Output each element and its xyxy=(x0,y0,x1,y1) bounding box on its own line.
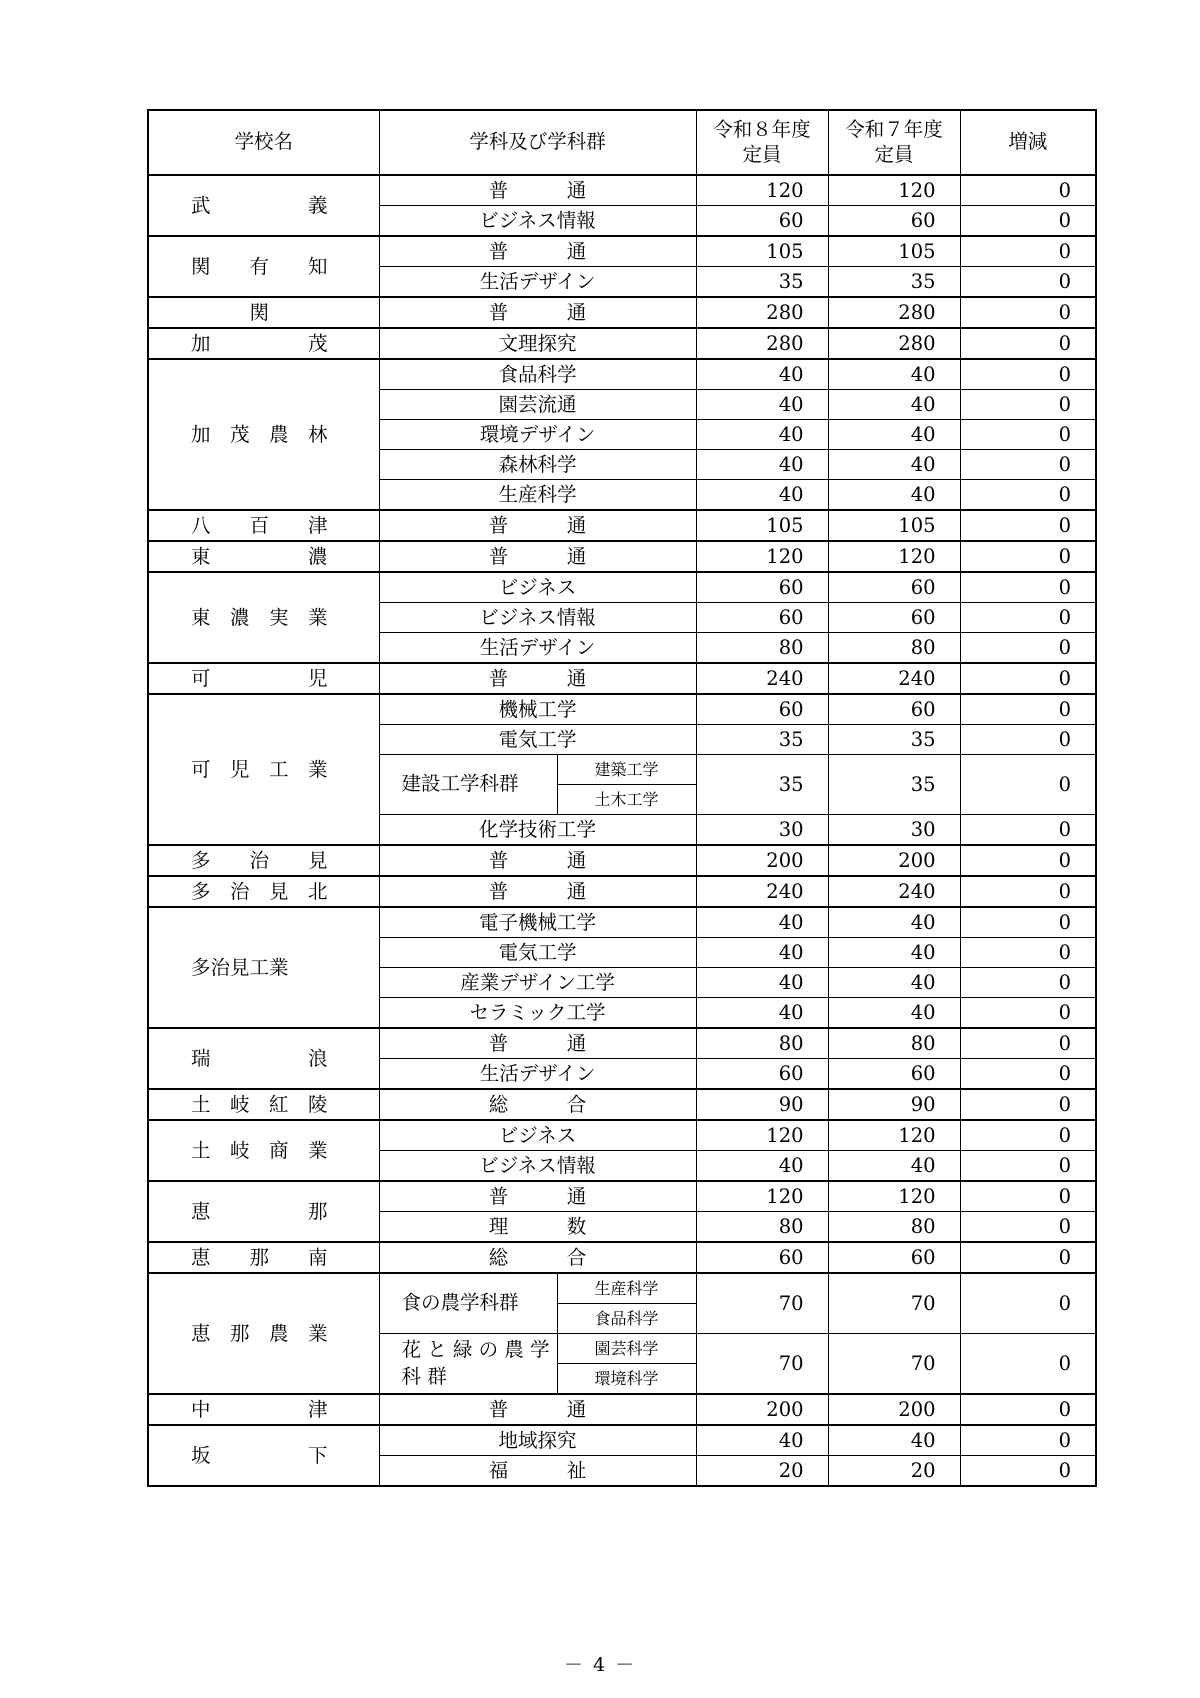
r8-capacity: 35 xyxy=(696,755,828,815)
school-name: 加 茂 農 林 xyxy=(148,359,379,510)
r7-capacity: 60 xyxy=(828,572,960,603)
r7-capacity: 40 xyxy=(828,390,960,420)
sub-department: 生産科学 xyxy=(557,1273,696,1304)
r8-capacity: 40 xyxy=(696,998,828,1029)
r8-capacity: 40 xyxy=(696,450,828,480)
change-value: 0 xyxy=(960,236,1096,267)
sub-department: 環境科学 xyxy=(557,1364,696,1395)
r8-capacity: 35 xyxy=(696,725,828,755)
school-name: 可 児 工 業 xyxy=(148,694,379,845)
table-row xyxy=(148,359,1096,390)
change-value: 0 xyxy=(960,1425,1096,1456)
r8-capacity: 60 xyxy=(696,603,828,633)
department: ビジネス情報 xyxy=(379,206,696,237)
r7-capacity: 120 xyxy=(828,175,960,206)
department: 生産科学 xyxy=(379,480,696,511)
r7-capacity: 120 xyxy=(828,541,960,572)
r7-capacity: 30 xyxy=(828,815,960,846)
r7-capacity: 70 xyxy=(828,1334,960,1395)
department: 電子機械工学 xyxy=(379,907,696,938)
r7-capacity: 80 xyxy=(828,633,960,664)
r7-capacity: 60 xyxy=(828,206,960,237)
r7-capacity: 40 xyxy=(828,907,960,938)
r7-capacity: 40 xyxy=(828,420,960,450)
table-row xyxy=(148,541,1096,572)
change-value: 0 xyxy=(960,694,1096,725)
r7-capacity: 70 xyxy=(828,1273,960,1334)
change-value: 0 xyxy=(960,755,1096,815)
r7-capacity: 60 xyxy=(828,1242,960,1273)
r8-capacity: 60 xyxy=(696,572,828,603)
header-r8-capacity: 令和８年度 定員 xyxy=(696,110,828,175)
department: 化学技術工学 xyxy=(379,815,696,846)
r8-capacity: 60 xyxy=(696,694,828,725)
change-value: 0 xyxy=(960,297,1096,328)
r7-capacity: 80 xyxy=(828,1212,960,1243)
department: セラミック工学 xyxy=(379,998,696,1029)
r7-capacity: 60 xyxy=(828,603,960,633)
change-value: 0 xyxy=(960,876,1096,907)
change-value: 0 xyxy=(960,907,1096,938)
change-value: 0 xyxy=(960,1334,1096,1395)
change-value: 0 xyxy=(960,450,1096,480)
r8-capacity: 60 xyxy=(696,1242,828,1273)
r8-capacity: 200 xyxy=(696,845,828,876)
r8-capacity: 40 xyxy=(696,480,828,511)
department: 森林科学 xyxy=(379,450,696,480)
department: 普 通 xyxy=(379,1181,696,1212)
department: 普 通 xyxy=(379,541,696,572)
header-school: 学校名 xyxy=(148,110,379,175)
change-value: 0 xyxy=(960,1394,1096,1425)
department: 食品科学 xyxy=(379,359,696,390)
r8-capacity: 240 xyxy=(696,663,828,694)
school-name: 東 濃 xyxy=(148,541,379,572)
department: 生活デザイン xyxy=(379,1059,696,1090)
table-row xyxy=(148,1273,1096,1304)
r8-capacity: 200 xyxy=(696,1394,828,1425)
r8-capacity: 90 xyxy=(696,1089,828,1120)
r8-capacity: 30 xyxy=(696,815,828,846)
department: 普 通 xyxy=(379,297,696,328)
table-row xyxy=(148,297,1096,328)
table-row xyxy=(148,175,1096,206)
table-row xyxy=(148,328,1096,359)
department: 普 通 xyxy=(379,845,696,876)
school-name: 土 岐 商 業 xyxy=(148,1120,379,1181)
r8-capacity: 40 xyxy=(696,420,828,450)
school-name: 坂 下 xyxy=(148,1425,379,1486)
r7-capacity: 40 xyxy=(828,938,960,968)
r7-capacity: 40 xyxy=(828,1425,960,1456)
change-value: 0 xyxy=(960,206,1096,237)
change-value: 0 xyxy=(960,1456,1096,1487)
department: ビジネス xyxy=(379,1120,696,1151)
school-name: 多 治 見 xyxy=(148,845,379,876)
change-value: 0 xyxy=(960,328,1096,359)
change-value: 0 xyxy=(960,725,1096,755)
r8-capacity: 80 xyxy=(696,1028,828,1059)
change-value: 0 xyxy=(960,267,1096,298)
r8-capacity: 240 xyxy=(696,876,828,907)
sub-department: 園芸科学 xyxy=(557,1334,696,1364)
department-group: 花 と 緑 の 農 学 科 群 xyxy=(379,1334,557,1395)
school-name: 多治見工業 xyxy=(148,907,379,1028)
department: 福 祉 xyxy=(379,1456,696,1487)
school-name: 関 xyxy=(148,297,379,328)
table-row xyxy=(148,1242,1096,1273)
r7-capacity: 280 xyxy=(828,297,960,328)
r7-capacity: 40 xyxy=(828,1151,960,1182)
department: 機械工学 xyxy=(379,694,696,725)
change-value: 0 xyxy=(960,1028,1096,1059)
school-name: 恵 那 xyxy=(148,1181,379,1242)
department: ビジネス情報 xyxy=(379,603,696,633)
r7-capacity: 35 xyxy=(828,725,960,755)
header-row xyxy=(148,110,1096,175)
department: 普 通 xyxy=(379,876,696,907)
department: 普 通 xyxy=(379,663,696,694)
school-name: 中 津 xyxy=(148,1394,379,1425)
table-body xyxy=(148,175,1096,1486)
school-name: 東 濃 実 業 xyxy=(148,572,379,663)
change-value: 0 xyxy=(960,420,1096,450)
department: 園芸流通 xyxy=(379,390,696,420)
department: ビジネス情報 xyxy=(379,1151,696,1182)
change-value: 0 xyxy=(960,633,1096,664)
enrollment-table xyxy=(147,109,1097,1487)
r7-capacity: 35 xyxy=(828,267,960,298)
department: 理 数 xyxy=(379,1212,696,1243)
change-value: 0 xyxy=(960,1151,1096,1182)
department: 生活デザイン xyxy=(379,267,696,298)
department: 環境デザイン xyxy=(379,420,696,450)
table-row xyxy=(148,694,1096,725)
r8-capacity: 80 xyxy=(696,633,828,664)
department: 総 合 xyxy=(379,1242,696,1273)
table-row xyxy=(148,1028,1096,1059)
change-value: 0 xyxy=(960,1242,1096,1273)
r7-capacity: 40 xyxy=(828,359,960,390)
change-value: 0 xyxy=(960,938,1096,968)
table-row xyxy=(148,907,1096,938)
r8-capacity: 120 xyxy=(696,175,828,206)
r8-capacity: 280 xyxy=(696,328,828,359)
school-name: 武 義 xyxy=(148,175,379,236)
table-row xyxy=(148,1120,1096,1151)
change-value: 0 xyxy=(960,572,1096,603)
change-value: 0 xyxy=(960,480,1096,511)
sub-department: 食品科学 xyxy=(557,1304,696,1334)
r7-capacity: 60 xyxy=(828,1059,960,1090)
department: 電気工学 xyxy=(379,725,696,755)
school-name: 関 有 知 xyxy=(148,236,379,297)
r7-capacity: 120 xyxy=(828,1181,960,1212)
department: 産業デザイン工学 xyxy=(379,968,696,998)
table-row xyxy=(148,1425,1096,1456)
r7-capacity: 240 xyxy=(828,876,960,907)
department: 普 通 xyxy=(379,175,696,206)
change-value: 0 xyxy=(960,175,1096,206)
r7-capacity: 35 xyxy=(828,755,960,815)
r7-capacity: 40 xyxy=(828,450,960,480)
r8-capacity: 40 xyxy=(696,390,828,420)
r8-capacity: 280 xyxy=(696,297,828,328)
change-value: 0 xyxy=(960,1212,1096,1243)
school-name: 加 茂 xyxy=(148,328,379,359)
change-value: 0 xyxy=(960,541,1096,572)
r7-capacity: 40 xyxy=(828,998,960,1029)
header-change: 増減 xyxy=(960,110,1096,175)
table-row xyxy=(148,572,1096,603)
r7-capacity: 120 xyxy=(828,1120,960,1151)
department-group: 食の農学科群 xyxy=(379,1273,557,1334)
change-value: 0 xyxy=(960,1089,1096,1120)
school-name: 可 児 xyxy=(148,663,379,694)
change-value: 0 xyxy=(960,1059,1096,1090)
r8-capacity: 60 xyxy=(696,206,828,237)
table-row xyxy=(148,510,1096,541)
change-value: 0 xyxy=(960,815,1096,846)
department: 地域探究 xyxy=(379,1425,696,1456)
department: ビジネス xyxy=(379,572,696,603)
department: 生活デザイン xyxy=(379,633,696,664)
change-value: 0 xyxy=(960,510,1096,541)
header-r7-capacity: 令和７年度 定員 xyxy=(828,110,960,175)
r7-capacity: 90 xyxy=(828,1089,960,1120)
change-value: 0 xyxy=(960,998,1096,1029)
r8-capacity: 40 xyxy=(696,1425,828,1456)
r8-capacity: 40 xyxy=(696,359,828,390)
r8-capacity: 120 xyxy=(696,541,828,572)
r8-capacity: 120 xyxy=(696,1120,828,1151)
change-value: 0 xyxy=(960,359,1096,390)
r8-capacity: 40 xyxy=(696,907,828,938)
department: 普 通 xyxy=(379,510,696,541)
department: 普 通 xyxy=(379,1028,696,1059)
table-row xyxy=(148,236,1096,267)
r7-capacity: 60 xyxy=(828,694,960,725)
r8-capacity: 80 xyxy=(696,1212,828,1243)
department: 文理探究 xyxy=(379,328,696,359)
table-row xyxy=(148,1181,1096,1212)
department: 普 通 xyxy=(379,236,696,267)
department: 普 通 xyxy=(379,1394,696,1425)
table-row xyxy=(148,876,1096,907)
department: 電気工学 xyxy=(379,938,696,968)
sub-department: 土木工学 xyxy=(557,785,696,815)
table-row xyxy=(148,1089,1096,1120)
r7-capacity: 80 xyxy=(828,1028,960,1059)
change-value: 0 xyxy=(960,1181,1096,1212)
r7-capacity: 40 xyxy=(828,968,960,998)
r8-capacity: 60 xyxy=(696,1059,828,1090)
r8-capacity: 40 xyxy=(696,968,828,998)
change-value: 0 xyxy=(960,845,1096,876)
table-row xyxy=(148,1394,1096,1425)
change-value: 0 xyxy=(960,663,1096,694)
r7-capacity: 240 xyxy=(828,663,960,694)
table-row xyxy=(148,663,1096,694)
r8-capacity: 35 xyxy=(696,267,828,298)
r8-capacity: 105 xyxy=(696,510,828,541)
change-value: 0 xyxy=(960,1120,1096,1151)
r8-capacity: 70 xyxy=(696,1334,828,1395)
sub-department: 建築工学 xyxy=(557,755,696,785)
header-department: 学科及び学科群 xyxy=(379,110,696,175)
school-name: 恵 那 南 xyxy=(148,1242,379,1273)
r8-capacity: 70 xyxy=(696,1273,828,1334)
r7-capacity: 105 xyxy=(828,510,960,541)
r7-capacity: 280 xyxy=(828,328,960,359)
school-name: 多 治 見 北 xyxy=(148,876,379,907)
r8-capacity: 120 xyxy=(696,1181,828,1212)
school-name: 八 百 津 xyxy=(148,510,379,541)
change-value: 0 xyxy=(960,390,1096,420)
r8-capacity: 105 xyxy=(696,236,828,267)
r7-capacity: 20 xyxy=(828,1456,960,1487)
r7-capacity: 105 xyxy=(828,236,960,267)
table-row xyxy=(148,845,1096,876)
change-value: 0 xyxy=(960,968,1096,998)
change-value: 0 xyxy=(960,1273,1096,1334)
r7-capacity: 200 xyxy=(828,1394,960,1425)
department-group: 建設工学科群 xyxy=(379,755,557,815)
school-name: 瑞 浪 xyxy=(148,1028,379,1089)
r8-capacity: 20 xyxy=(696,1456,828,1487)
school-name: 土 岐 紅 陵 xyxy=(148,1089,379,1120)
r7-capacity: 40 xyxy=(828,480,960,511)
r8-capacity: 40 xyxy=(696,1151,828,1182)
r8-capacity: 40 xyxy=(696,938,828,968)
change-value: 0 xyxy=(960,603,1096,633)
department: 総 合 xyxy=(379,1089,696,1120)
school-name: 恵 那 農 業 xyxy=(148,1273,379,1394)
page-number: － 4 － xyxy=(563,1654,637,1676)
r7-capacity: 200 xyxy=(828,845,960,876)
